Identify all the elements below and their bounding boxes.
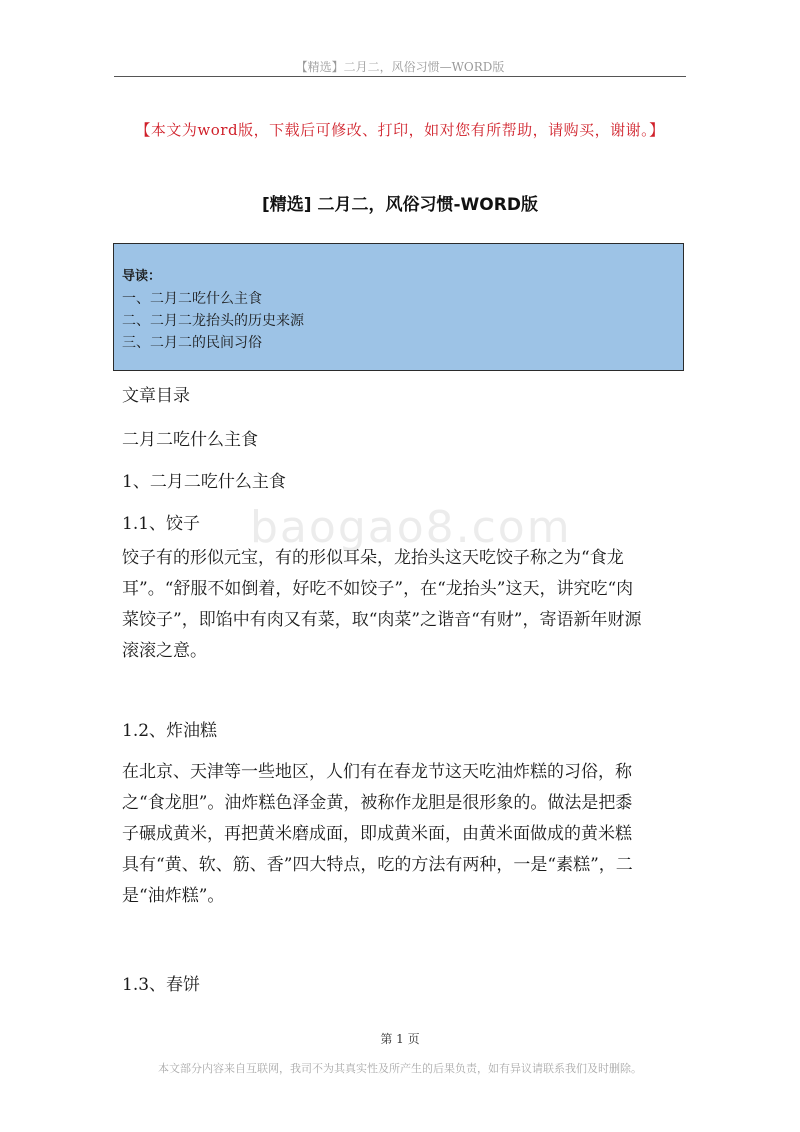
watermark: baogao8.com	[250, 502, 572, 553]
heading-1-1: 1.1、饺子	[122, 514, 201, 534]
paragraph-dumplings	[122, 543, 680, 667]
document-title: [精选] 二月二，风俗习惯-WORD版	[262, 195, 538, 215]
guide-item: 二、二月二龙抬头的历史来源	[122, 313, 304, 329]
guide-label: 导读：	[122, 269, 162, 284]
purchase-notice: 【本文为word版，下载后可修改、打印，如对您有所帮助，请购买，谢谢。】	[135, 121, 665, 139]
header-divider	[114, 76, 686, 77]
heading-1-2: 1.2、炸油糕	[122, 721, 218, 741]
section-title: 二月二吃什么主食	[122, 430, 258, 450]
heading-1-3: 1.3、春饼	[122, 975, 201, 995]
toc-heading: 文章目录	[122, 386, 190, 406]
paragraph-line: 在北京、天津等一些地区，人们有在春龙节这天吃油炸糕的习俗，称	[122, 762, 632, 782]
guide-box	[113, 243, 684, 371]
paragraph-line: 之“食龙胆”。油炸糕色泽金黄，被称作龙胆是很形象的。做法是把黍	[122, 793, 633, 813]
page-header: 【精选】二月二，风俗习惯—WORD版	[295, 60, 505, 74]
paragraph-line: 滚滚之意。	[122, 641, 207, 661]
footer-disclaimer: 本文部分内容来自互联网，我司不为其真实性及所产生的后果负责，如有异议请联系我们及时删除。	[158, 1062, 642, 1075]
paragraph-fried-cake	[122, 757, 680, 912]
paragraph-line: 具有“黄、软、筋、香”四大特点，吃的方法有两种，一是“素糕”，二	[122, 855, 633, 875]
paragraph-line: 子碾成黄米，再把黄米磨成面，即成黄米面，由黄米面做成的黄米糕	[122, 824, 632, 844]
paragraph-line: 耳”。“舒服不如倒着，好吃不如饺子”，在“龙抬头”这天，讲究吃“肉	[122, 579, 634, 599]
heading-1: 1、二月二吃什么主食	[122, 472, 286, 492]
page-number: 第 1 页	[380, 1032, 420, 1046]
paragraph-line: 是“油炸糕”。	[122, 886, 225, 906]
paragraph-line: 菜饺子”，即馅中有肉又有菜，取“肉菜”之谐音“有财”，寄语新年财源	[122, 610, 642, 630]
guide-item: 一、二月二吃什么主食	[122, 291, 262, 307]
paragraph-line: 饺子有的形似元宝，有的形似耳朵，龙抬头这天吃饺子称之为“食龙	[122, 548, 624, 568]
guide-item: 三、二月二的民间习俗	[122, 335, 262, 351]
